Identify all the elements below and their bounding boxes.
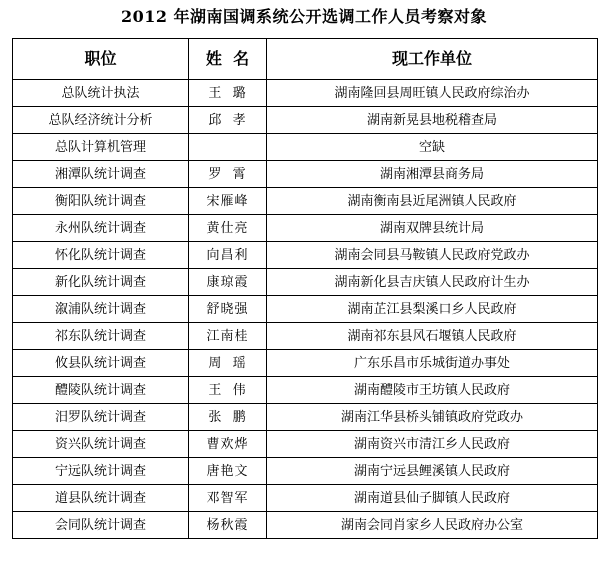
- cell-unit: 湖南醴陵市王坊镇人民政府: [267, 377, 598, 404]
- table-row: [13, 80, 598, 107]
- table-row: [13, 269, 598, 296]
- header-name: 姓 名: [189, 39, 267, 80]
- cell-name: 向昌利: [189, 242, 267, 269]
- cell-position: 湘潭队统计调查: [13, 161, 189, 188]
- cell-unit: 湖南宁远县鲤溪镇人民政府: [267, 458, 598, 485]
- cell-unit: 湖南资兴市清江乡人民政府: [267, 431, 598, 458]
- table-row: [13, 458, 598, 485]
- table-row: [13, 512, 598, 539]
- table-row: [13, 350, 598, 377]
- table-header-row: [13, 39, 598, 80]
- table-row: [13, 296, 598, 323]
- cell-name: 宋雁峰: [189, 188, 267, 215]
- cell-name: 罗 霄: [189, 161, 267, 188]
- cell-name: 周 瑶: [189, 350, 267, 377]
- cell-unit: 空缺: [267, 134, 598, 161]
- cell-name: 黄仕亮: [189, 215, 267, 242]
- cell-unit: 湖南江华县桥头铺镇政府党政办: [267, 404, 598, 431]
- cell-position: 汨罗队统计调查: [13, 404, 189, 431]
- cell-position: 资兴队统计调查: [13, 431, 189, 458]
- cell-position: 攸县队统计调查: [13, 350, 189, 377]
- cell-position: 宁远队统计调查: [13, 458, 189, 485]
- table-row: [13, 431, 598, 458]
- cell-name: 杨秋霞: [189, 512, 267, 539]
- table-row: [13, 215, 598, 242]
- cell-position: 怀化队统计调查: [13, 242, 189, 269]
- cell-position: 会同队统计调查: [13, 512, 189, 539]
- cell-unit: 湖南会同肖家乡人民政府办公室: [267, 512, 598, 539]
- table-row: [13, 377, 598, 404]
- cell-position: 新化队统计调查: [13, 269, 189, 296]
- table-row: [13, 485, 598, 512]
- cell-position: 醴陵队统计调查: [13, 377, 189, 404]
- cell-position: 永州队统计调查: [13, 215, 189, 242]
- cell-name: [189, 134, 267, 161]
- cell-unit: 湖南新晃县地税稽查局: [267, 107, 598, 134]
- table-row: [13, 242, 598, 269]
- cell-name: 唐艳文: [189, 458, 267, 485]
- cell-position: 总队计算机管理: [13, 134, 189, 161]
- cell-name: 邓智军: [189, 485, 267, 512]
- cell-name: 王 璐: [189, 80, 267, 107]
- cell-name: 邱 孝: [189, 107, 267, 134]
- cell-unit: 湖南新化县吉庆镇人民政府计生办: [267, 269, 598, 296]
- cell-unit: 湖南湘潭县商务局: [267, 161, 598, 188]
- cell-unit: 湖南隆回县周旺镇人民政府综治办: [267, 80, 598, 107]
- cell-position: 祁东队统计调查: [13, 323, 189, 350]
- cell-position: 衡阳队统计调查: [13, 188, 189, 215]
- table-row: [13, 188, 598, 215]
- cell-name: 曹欢烨: [189, 431, 267, 458]
- table-row: [13, 134, 598, 161]
- candidates-table: [12, 38, 598, 539]
- cell-unit: 湖南衡南县近尾洲镇人民政府: [267, 188, 598, 215]
- cell-name: 江南桂: [189, 323, 267, 350]
- page-title: 2012 年湖南国调系统公开选调工作人员考察对象: [120, 7, 488, 26]
- cell-unit: 湖南道县仙子脚镇人民政府: [267, 485, 598, 512]
- cell-name: 王 伟: [189, 377, 267, 404]
- cell-position: 道县队统计调查: [13, 485, 189, 512]
- cell-unit: 湖南芷江县梨溪口乡人民政府: [267, 296, 598, 323]
- table-row: [13, 323, 598, 350]
- cell-position: 总队统计执法: [13, 80, 189, 107]
- cell-name: 舒晓强: [189, 296, 267, 323]
- cell-name: 康琼霞: [189, 269, 267, 296]
- header-unit: 现工作单位: [267, 39, 598, 80]
- header-position: 职位: [13, 39, 189, 80]
- cell-unit: 湖南会同县马鞍镇人民政府党政办: [267, 242, 598, 269]
- cell-unit: 湖南双牌县统计局: [267, 215, 598, 242]
- cell-unit: 广东乐昌市乐城街道办事处: [267, 350, 598, 377]
- cell-position: 总队经济统计分析: [13, 107, 189, 134]
- cell-name: 张 鹏: [189, 404, 267, 431]
- table-row: [13, 107, 598, 134]
- table-row: [13, 404, 598, 431]
- cell-position: 溆浦队统计调查: [13, 296, 189, 323]
- cell-unit: 湖南祁东县风石堰镇人民政府: [267, 323, 598, 350]
- table-row: [13, 161, 598, 188]
